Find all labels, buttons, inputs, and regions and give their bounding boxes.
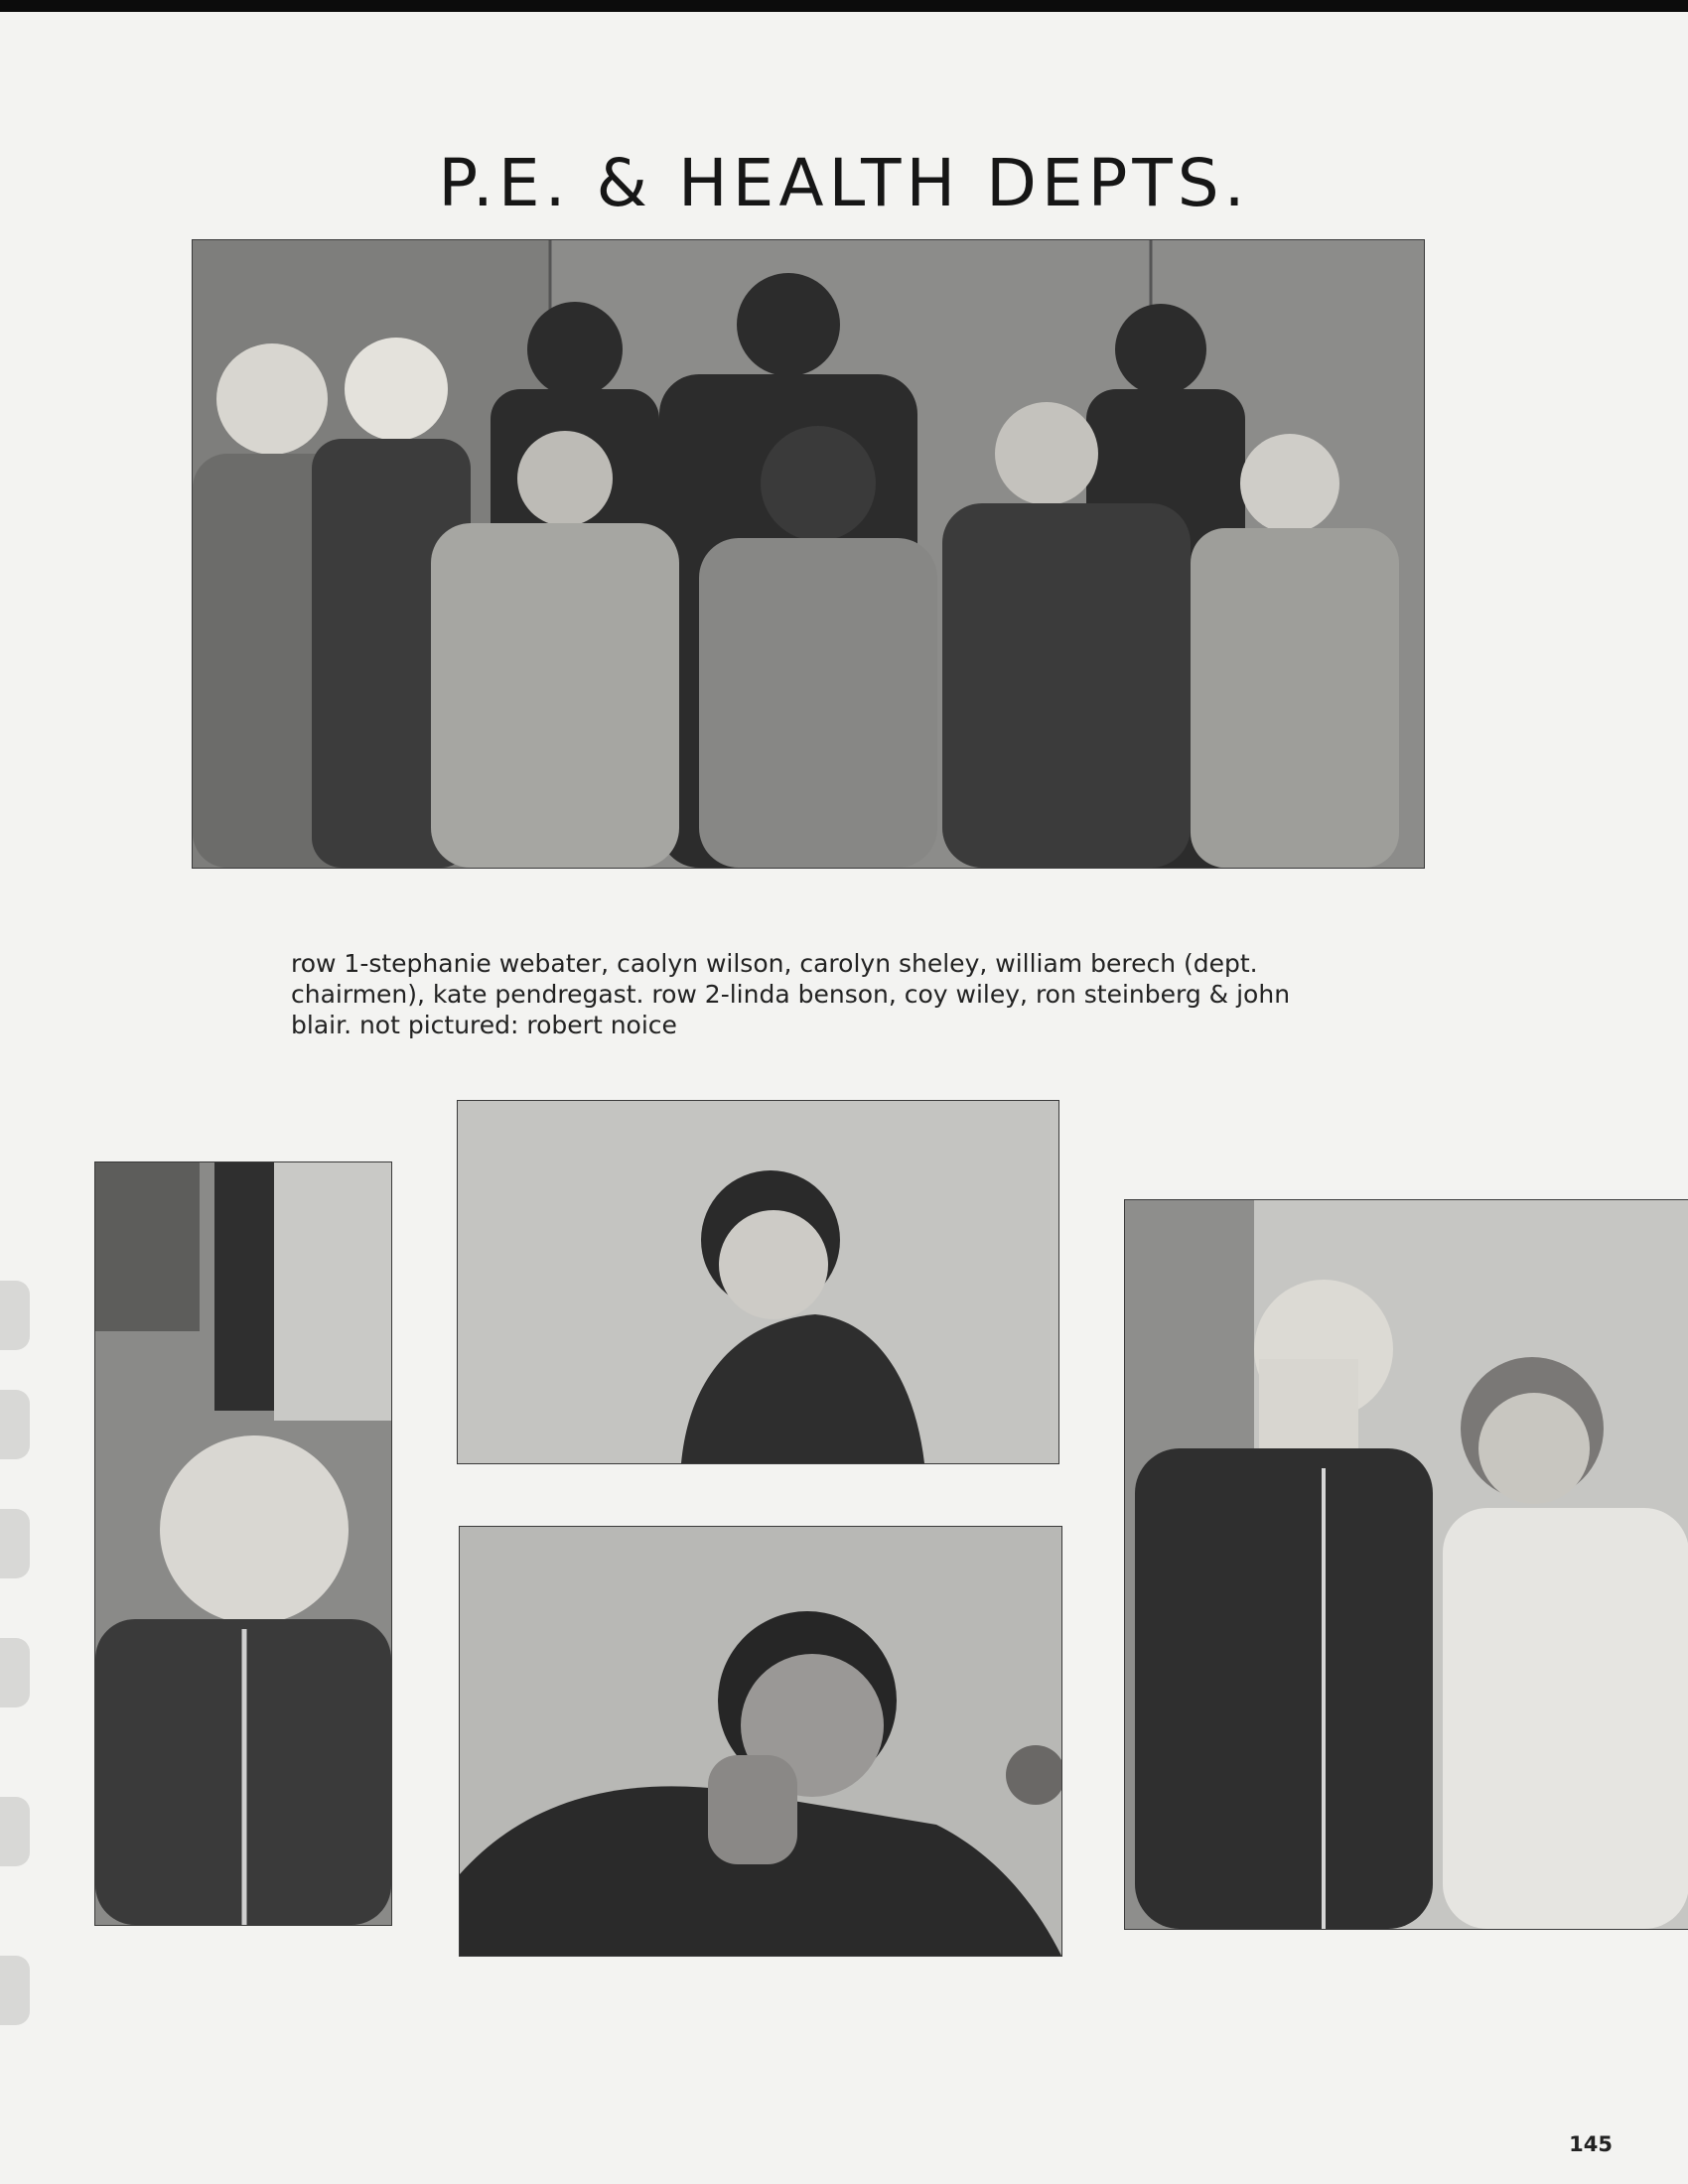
scan-top-edge bbox=[0, 0, 1688, 12]
page-number: 145 bbox=[1569, 2132, 1613, 2156]
photo-two-women-laughing bbox=[1124, 1199, 1688, 1930]
binding-holes bbox=[0, 1281, 34, 2075]
photo-woman-with-glasses bbox=[457, 1100, 1059, 1464]
photo-caption: row 1-stephanie webater, caolyn wilson, carolyn sheley, william berech (dept. chairmen), kate pendregast. row 2-linda benson, coy wiley, ron steinberg & john blair. not pictured: robert noice bbox=[291, 949, 1291, 1039]
page-title: P.E. & HEALTH DEPTS. bbox=[438, 145, 1250, 222]
portrait-photo-smiling-woman bbox=[94, 1161, 392, 1926]
photo-man-thumbs-up bbox=[459, 1526, 1062, 1957]
group-photo bbox=[192, 239, 1425, 869]
